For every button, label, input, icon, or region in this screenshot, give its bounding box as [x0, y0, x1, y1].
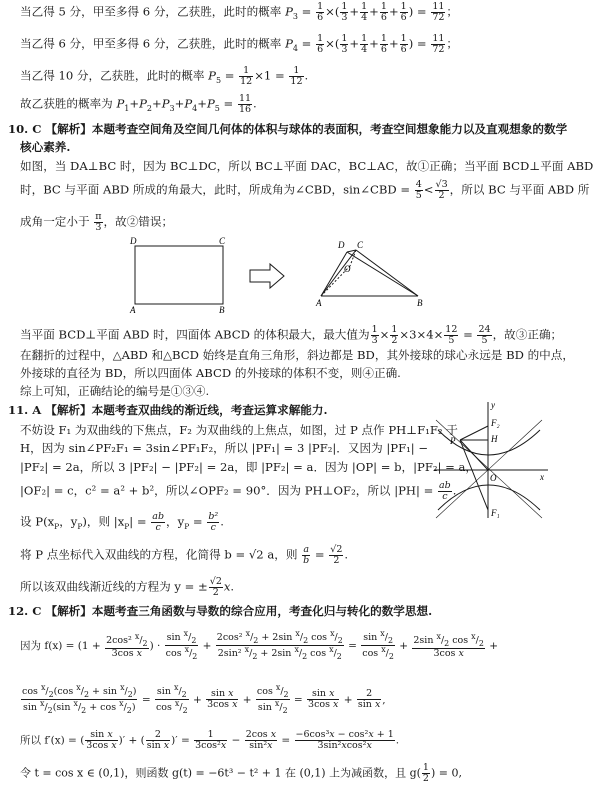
fig11-label-F1: F₁ [491, 508, 500, 518]
fig10-label-A: A [130, 305, 136, 315]
fig10-label-C: C [219, 236, 226, 246]
fig11-label-O: O [490, 473, 497, 483]
fig10-diagram [0, 236, 554, 315]
q10-para-e: 在翻折的过程中，△ABD 和△BCD 始终是直角三角形，斜边都是 BD，其外接球的球心永远是 BD 的中点， [20, 348, 574, 362]
q11-para-c: |PF₂| = 2a，所以 3 |PF₂| − |PF₂| = 2a，即 |PF₂| = a．因为 |OP| = b，|PF₂| = a， [20, 460, 478, 474]
fig10-arrow [250, 264, 284, 288]
line-p5: 当乙得 10 分，乙获胜，此时的概率 $P_5$ = $\frac{1}{12}$ ×1 = $\frac{1}{12}$ . [20, 65, 309, 87]
fig11-PF2 [460, 426, 488, 440]
fig11-PF1 [460, 440, 488, 510]
q10-heading-cont: 核心素养. [20, 140, 71, 154]
q10-heading: 10. C 【解析】本题考查空间角及空间几何体的体积与球体的表面积，考查空间想象能力以及直观想象的数学 [8, 122, 568, 136]
q12-heading: 12. C 【解析】本题考查三角函数与导数的综合应用，考查化归与转化的数学思想. [8, 604, 433, 618]
fig10-label-A2: A [316, 298, 322, 308]
q11-para-d: |OF₂| = c，c² = a² + b²，所以∠OPF₂ = 90°．因为 PH⊥OF₂，所以 |PH| = $\frac{ab}{c}$ . [20, 480, 457, 502]
fig10-label-O2: O [344, 264, 351, 274]
q11-para-a: 不妨设 F₁ 为双曲线的下焦点，F₂ 为双曲线的上焦点，如图，过 P 点作 PH⊥F₁F₂ 于 [20, 423, 458, 437]
q11-para-e: 设 $P(x_P$，$y_P$)，则 $|x_P|$ = $\frac{ab}{c}$ ，$y_P$ = $\frac{\text{b²}}{c}$ . [20, 511, 224, 533]
fig10-tetra [321, 250, 418, 296]
fig11-label-x: x [540, 472, 544, 482]
fig10-label-C2: C [357, 240, 364, 250]
fig10-label-D2: D [338, 240, 345, 250]
q12-para-b: $\frac{\cos ^x/_2(\cos ^x/_2 + \sin ^x/_2)}{\sin ^x/_2(\sin ^x/_2 + \cos ^x/_2)}$ = $\frac{\sin ^x/_2}{\cos ^x/_2}$ + $\frac{\text{sin x}}{\text{3cos x}}$ + $\frac{\cos ^x/_2}{\sin ^x/_2}$ = $\frac{\text{sin x}}{\text{3cos x}}$ + $\frac{2}{\text{sin x}}$ , [22, 683, 386, 716]
q11-para-f: 将 P 点坐标代入双曲线的方程，化简得 b = √2 a，则 $\frac{a}{b}$ = $\frac{√2}{2}$ . [20, 544, 349, 566]
q10-para-a: 如图，当 DA⊥BC 时，因为 BC⊥DC，所以 BC⊥平面 DAC，BC⊥AC，故①正确；当平面 BCD⊥平面 ABD [20, 159, 593, 173]
q10-para-g: 综上可知，正确结论的编号是①③④. [20, 384, 210, 398]
line-total: 故乙获胜的概率为 $P_1+P_2+P_3+P_4+P_5$ = $\frac{11}{16}$ . [20, 93, 257, 115]
fig11-label-H: H [491, 434, 498, 444]
q12-para-e: 令 t = cos x ∈ (0,1)，则函数 g(t) = −6t³ − t² + 1 在 (0,1) 上为减函数，且 g( $\frac{1}{2}$ ) = 0, [20, 762, 462, 784]
q10-para-b: 时，BC 与平面 ABD 所成的角最大，此时，所成角为∠CBD，sin∠CBD = $\frac{4}{5}$ < $\frac{√3}{2}$ ，所以 BC 与平面 ABD 所 [20, 179, 590, 201]
q11-heading: 11. A 【解析】本题考查双曲线的渐近线，考查运算求解能力. [8, 403, 328, 417]
q10-para-f: 外接球的直径为 BD，所以四面体 ABCD 的外接球的体积不变，则④正确. [20, 366, 401, 380]
q11-para-g: 所以该双曲线渐近线的方程为 y = ± $\frac{√2}{2}$ x. [20, 576, 235, 598]
fig10-rect [135, 246, 223, 304]
fig11-label-F2: F₂ [491, 418, 500, 428]
fig11-label-y: y [491, 400, 495, 410]
fig11-hyperbola [430, 400, 550, 520]
line-p4: 当乙得 6 分，甲至多得 6 分，乙获胜，此时的概率 $P_4$ = $\frac{1}{6}$ ×( $\frac{1}{3}$ + $\frac{1}{4}$ + $\frac{1}{6}$ + $\frac{1}{6}$ ) = $\frac{11}{72}$ ； [20, 33, 459, 55]
line-p3: 当乙得 5 分，甲至多得 6 分，乙获胜，此时的概率 $P_3$ = $\frac{1}{6}$ ×( $\frac{1}{3}$ + $\frac{1}{4}$ + $\frac{1}{6}$ + $\frac{1}{6}$ ) = $\frac{11}{72}$ ； [20, 1, 459, 23]
q11-para-b: H，因为 sin∠PF₂F₁ = 3sin∠PF₁F₂，所以 |PF₁| = 3 |PF₂|．又因为 |PF₁| − [20, 441, 429, 455]
fig10-label-B2: B [417, 298, 423, 308]
fig11-label-P: P [450, 436, 456, 446]
q10-para-d: 当平面 BCD⊥平面 ABD 时，四面体 ABCD 的体积最大，最大值为 $\frac{1}{3}$ × $\frac{1}{2}$ ×3×4× $\frac{12}{5}$ = $\frac{24}{5}$ ，故③正确； [20, 324, 563, 346]
fig11-lower-branch [438, 485, 540, 510]
q12-para-d: 所以 f′(x) = ( $\frac{\text{sin x}}{\text{3cos x}}$ )′ + ( $\frac{2}{\text{sin x}}$ )′ = $\frac{1}{\text{3cos²x}}$ − $\frac{\text{2cos x}}{\text{sin²x}}$ = $\frac{\text{−6cos³x − cos²x + 1}}{\text{3sin²xcos²x}}$ . [20, 729, 400, 751]
q12-para-a: 因为 f(x) = (1 + $\frac{2\cos^2 ^x/_2}{\text{3cos x}}$ ) · $\frac{\sin ^x/_2}{\cos ^x/_2}$ + $\frac{2\cos^2 ^x/_2 + 2\sin ^x/_2 \cos ^x/_2}{2\sin^2 ^x/_2 + 2\sin ^x/_2 \cos ^x/_2}$ = $\frac{\sin ^x/_2}{\cos ^x/_2}$ + $\frac{2\sin ^x/_2 \cos ^x/_2}{\text{3cos x}}$ + [20, 629, 499, 662]
q10-para-c: 成角一定小于 $\frac{\pi}{3}$ ，故②错误； [20, 211, 174, 233]
fig10-label-B: B [219, 305, 225, 315]
fig10-label-D: D [130, 236, 137, 246]
